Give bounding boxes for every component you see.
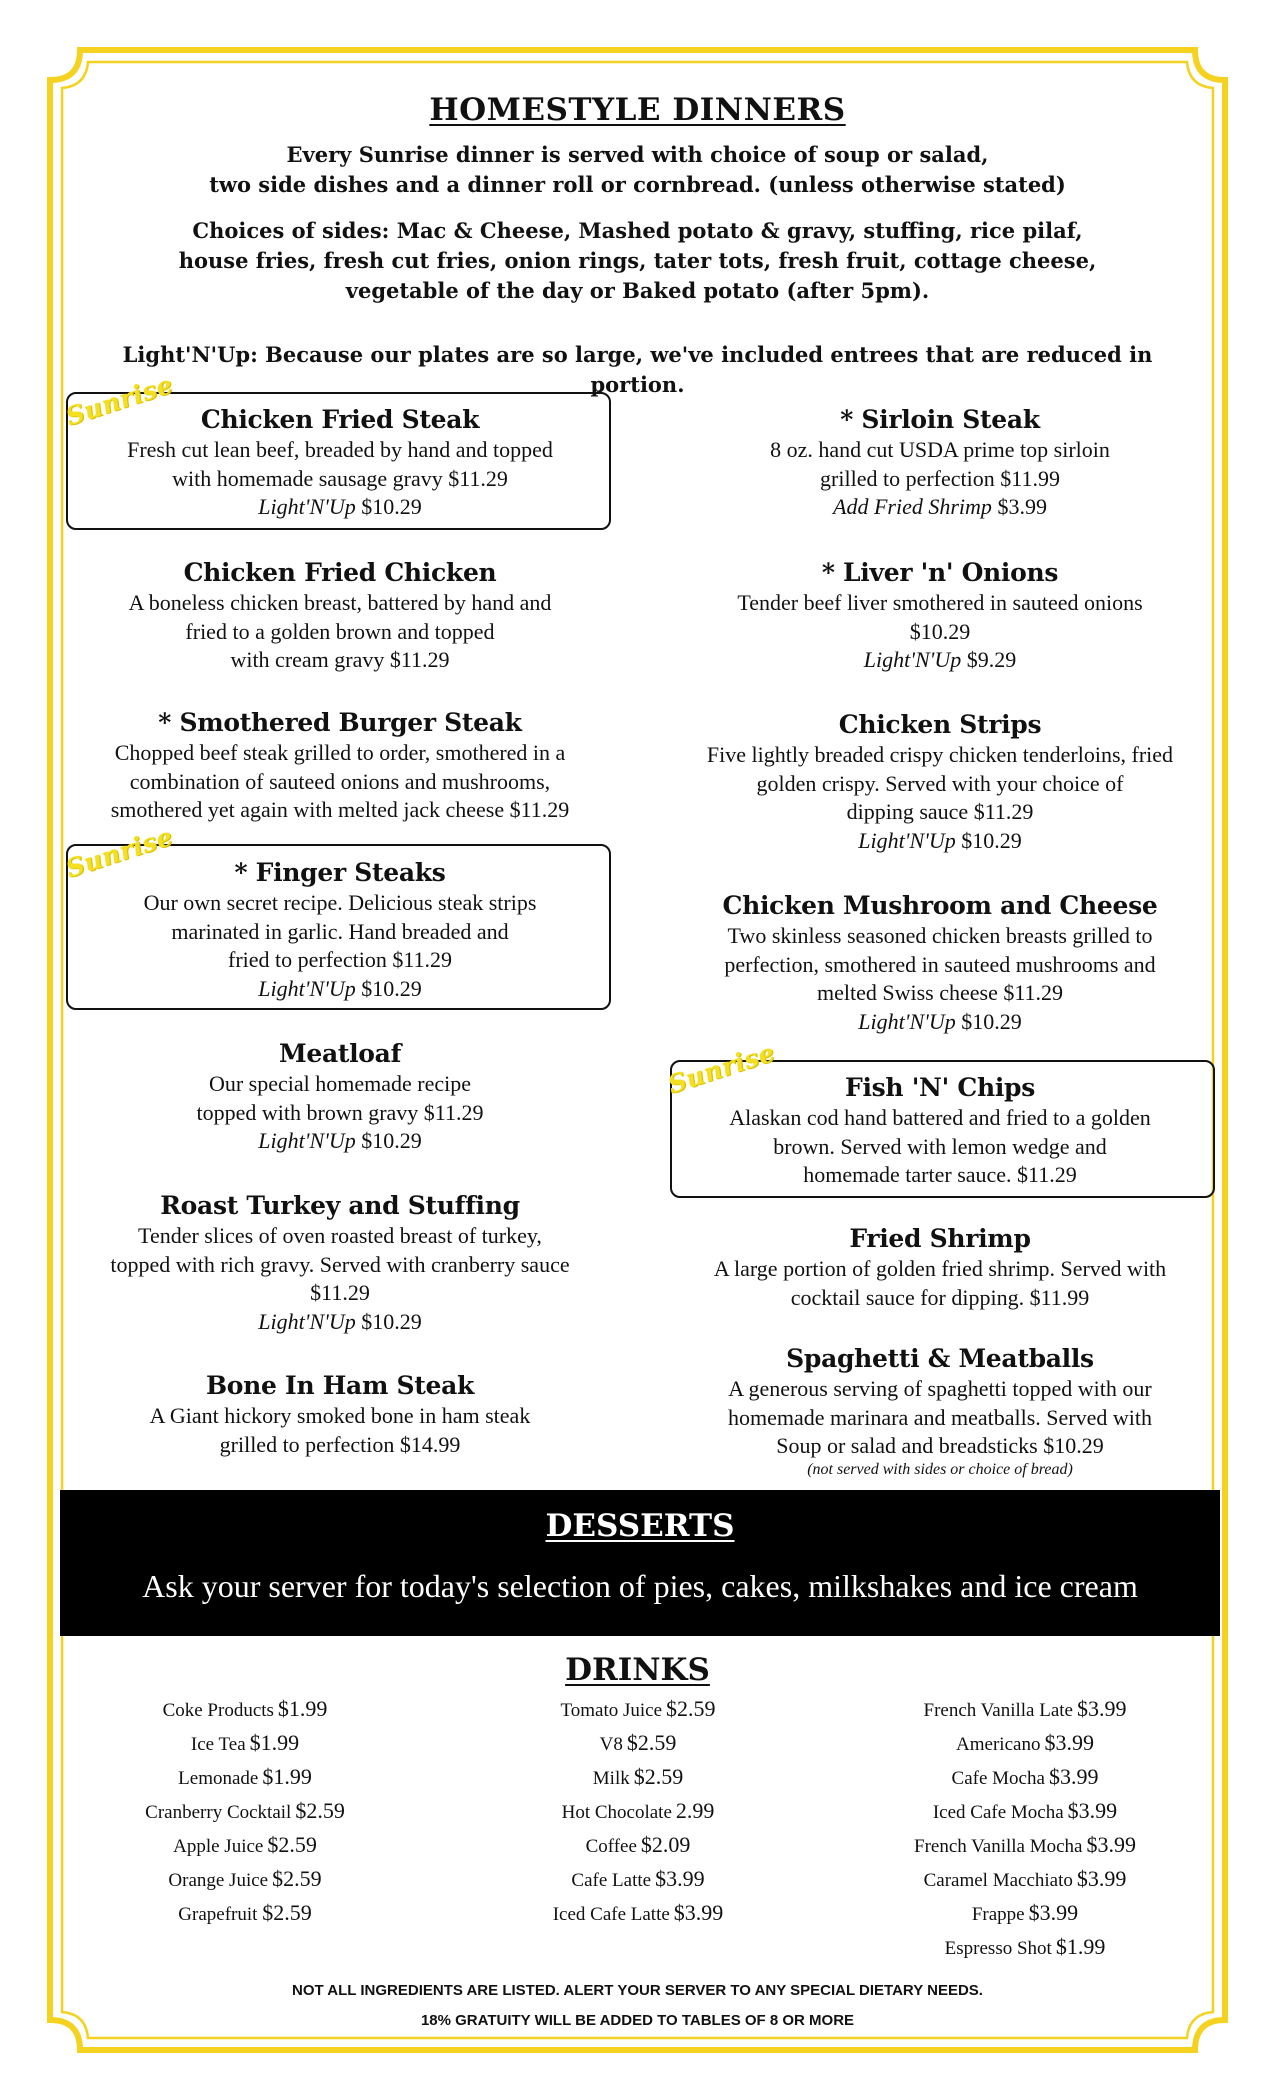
item-name: Chicken Fried Steak [200,405,480,434]
item-description [660,436,1220,493]
drink-item: Americano $3.99 [956,1730,1094,1755]
item-name: Chicken Mushroom and Cheese [722,891,1158,920]
drink-item: Coke Products $1.99 [162,1696,328,1721]
gratuity-notice: 18% GRATUITY WILL BE ADDED TO TABLES OF 8 OR MORE [420,2012,855,2029]
desc-line: Our own secret recipe. Delicious steak strips [143,890,537,915]
intro-line: two side dishes and a dinner roll or cornbread. (unless otherwise stated) [209,172,1066,197]
drink-item: Cafe Latte $3.99 [571,1866,705,1891]
drinks-column-1 [80,1692,410,1930]
sides-line: house fries, fresh cut fries, onion rings, tater tots, fresh fruit, cottage cheese, [178,248,1097,273]
light-n-up-note: Light'N'Up: Because our plates are so large, we've included entrees that are reduced in portion. [122,342,1153,397]
desc-line: brown. Served with lemon wedge and [773,1133,1107,1159]
desserts-text: Ask your server for today's selection of pies, cakes, milkshakes and ice cream [142,1568,1138,1604]
desc-line: smothered yet again with melted jack cheese $11.29 [110,797,570,822]
desc-line: A generous serving of spaghetti topped with our [728,1376,1152,1401]
item-name: Chicken Strips [838,710,1042,739]
desc-line: Chopped beef steak grilled to order, smothered in a [114,740,566,765]
item-note: (not served with sides or choice of bread) [807,1460,1073,1478]
drink-item: Grapefruit $2.59 [178,1900,312,1925]
item-description [60,1402,620,1459]
sides-text [80,216,1195,306]
menu-item-chicken-fried-steak [60,404,620,522]
drink-item: French Vanilla Late $3.99 [923,1696,1127,1721]
intro-line: Every Sunrise dinner is served with choice of soup or salad, [286,142,989,167]
desserts-section [60,1490,1220,1636]
menu-item-fried-shrimp [660,1223,1220,1312]
drink-item: Ice Tea $1.99 [190,1730,300,1755]
drink-item: Caramel Macchiato $3.99 [923,1866,1127,1891]
item-name: Roast Turkey and Stuffing [160,1191,520,1220]
menu-item-fish-n-chips [660,1072,1220,1190]
page-title: HOMESTYLE DINNERS [429,92,846,128]
desc-line: A Giant hickory smoked bone in ham steak [149,1403,531,1428]
menu-item-chicken-fried-chicken [60,557,620,675]
menu-item-chicken-mushroom-cheese [660,890,1220,1036]
desc-line: cocktail sauce for dipping. $11.99 [790,1284,1090,1310]
item-name: Bone In Ham Steak [205,1371,475,1400]
desc-line: topped with rich gravy. Served with cranberry sauce [110,1251,570,1277]
desc-line: grilled to perfection $11.99 [820,465,1060,491]
item-description [660,922,1220,1008]
desc-line: A large portion of golden fried shrimp. Served with [713,1256,1167,1281]
desc-line: Soup or salad and breadsticks $10.29 [776,1433,1104,1458]
desc-line: homemade tarter sauce. $11.29 [803,1162,1077,1187]
light-n-up-price: Light'N'Up $10.29 [858,1008,1022,1034]
desc-line: Tender beef liver smothered in sauteed onions [737,590,1143,615]
light-n-up-price: Light'N'Up $9.29 [863,647,1017,672]
item-description [60,1070,620,1127]
item-description [660,1104,1220,1190]
sunrise-badge: Sunrise [664,1037,779,1100]
item-name: * Sirloin Steak [840,405,1040,434]
item-name: Chicken Fried Chicken [183,558,497,587]
menu-item-chicken-strips [660,709,1220,855]
desc-line: 8 oz. hand cut USDA prime top sirloin [770,437,1110,462]
item-name: Meatloaf [278,1039,402,1068]
light-n-up-price: Light'N'Up $10.29 [258,1128,422,1153]
light-n-up-price: Light'N'Up $10.29 [858,827,1022,853]
desc-line: with cream gravy $11.29 [230,647,450,672]
drinks-column-3 [860,1692,1190,1964]
light-n-up-price: Light'N'Up $10.29 [258,1308,422,1334]
item-name: Fish 'N' Chips [845,1073,1035,1102]
drink-item: Iced Cafe Latte $3.99 [552,1900,724,1925]
drink-item: Coffee $2.09 [585,1832,691,1857]
drinks-title: DRINKS [565,1652,710,1688]
desc-line: Two skinless seasoned chicken breasts grilled to [727,923,1153,948]
desc-line: golden crispy. Served with your choice of [756,770,1124,796]
drinks-column-2 [473,1692,803,1930]
drink-item: Iced Cafe Mocha $3.99 [932,1798,1118,1823]
sunrise-badge: Sunrise [62,821,177,884]
menu-item-bone-in-ham-steak [60,1370,620,1459]
desc-line: with homemade sausage gravy $11.29 [172,465,508,491]
desc-line: Tender slices of oven roasted breast of turkey, [138,1223,542,1248]
item-description [660,1375,1220,1461]
sides-line: vegetable of the day or Baked potato (after 5pm). [345,278,930,303]
item-name: * Liver 'n' Onions [821,558,1059,587]
dietary-notice: NOT ALL INGREDIENTS ARE LISTED. ALERT YOUR SERVER TO ANY SPECIAL DIETARY NEEDS. [292,1982,983,1999]
menu-item-roast-turkey [60,1190,620,1336]
drink-item: Hot Chocolate 2.99 [561,1798,715,1823]
menu-item-liver-n-onions [660,557,1220,675]
desc-line: fried to a golden brown and topped [185,618,495,644]
light-n-up-price: Light'N'Up $10.29 [258,975,422,1001]
menu-item-meatloaf [60,1038,620,1156]
item-description [60,1222,620,1308]
desc-line: $10.29 [909,618,971,644]
drink-item: Espresso Shot $1.99 [944,1934,1106,1959]
drink-item: Orange Juice $2.59 [168,1866,322,1891]
item-description [660,589,1220,646]
desc-line: fried to perfection $11.29 [228,947,452,972]
desc-line: grilled to perfection $14.99 [219,1431,461,1457]
drink-item: Tomato Juice $2.59 [560,1696,716,1721]
item-name: * Smothered Burger Steak [158,708,522,737]
drink-item: French Vanilla Mocha $3.99 [914,1832,1136,1857]
desc-line: A boneless chicken breast, battered by hand and [128,590,552,615]
add-on-price: Add Fried Shrimp $3.99 [833,494,1047,519]
item-description [660,741,1220,827]
desc-line: Five lightly breaded crispy chicken tenderloins, fried [706,742,1174,767]
drink-item: V8 $2.59 [599,1730,677,1755]
desc-line: Fresh cut lean beef, breaded by hand and topped [127,437,553,462]
desc-line: topped with brown gravy $11.29 [196,1099,484,1125]
menu-item-sirloin-steak [660,404,1220,522]
sides-line: Choices of sides: Mac & Cheese, Mashed potato & gravy, stuffing, rice pilaf, [192,218,1083,243]
item-name: * Finger Steaks [234,858,446,887]
item-description [60,889,620,975]
menu-item-spaghetti-meatballs [660,1343,1220,1479]
desc-line: $11.29 [310,1280,370,1305]
light-n-up-price: Light'N'Up $10.29 [258,494,422,519]
item-description [60,436,620,493]
item-name: Fried Shrimp [849,1224,1031,1253]
desc-line: Our special homemade recipe [208,1071,472,1096]
desc-line: homemade marinara and meatballs. Served with [728,1404,1152,1430]
desc-line: melted Swiss cheese $11.29 [816,980,1064,1005]
drink-item: Cafe Mocha $3.99 [951,1764,1099,1789]
drink-item: Lemonade $1.99 [178,1764,312,1789]
item-description [60,739,620,825]
item-name: Spaghetti & Meatballs [786,1344,1094,1373]
drink-item: Apple Juice $2.59 [173,1832,317,1857]
sunrise-badge: Sunrise [62,369,177,432]
menu-item-finger-steaks [60,857,620,1003]
drink-item: Milk $2.59 [592,1764,684,1789]
desc-line: marinated in garlic. Hand breaded and [171,918,509,944]
desc-line: Alaskan cod hand battered and fried to a golden [729,1105,1151,1130]
desc-line: combination of sauteed onions and mushrooms, [129,768,551,794]
desserts-title: DESSERTS [545,1508,735,1544]
item-description [660,1255,1220,1312]
intro-text [80,140,1195,200]
drink-item: Frappe $3.99 [971,1900,1079,1925]
desc-line: dipping sauce $11.29 [846,799,1034,824]
drink-item: Cranberry Cocktail $2.59 [145,1798,345,1823]
desc-line: perfection, smothered in sauteed mushrooms and [724,951,1156,977]
menu-item-smothered-burger-steak [60,707,620,825]
item-description [60,589,620,675]
